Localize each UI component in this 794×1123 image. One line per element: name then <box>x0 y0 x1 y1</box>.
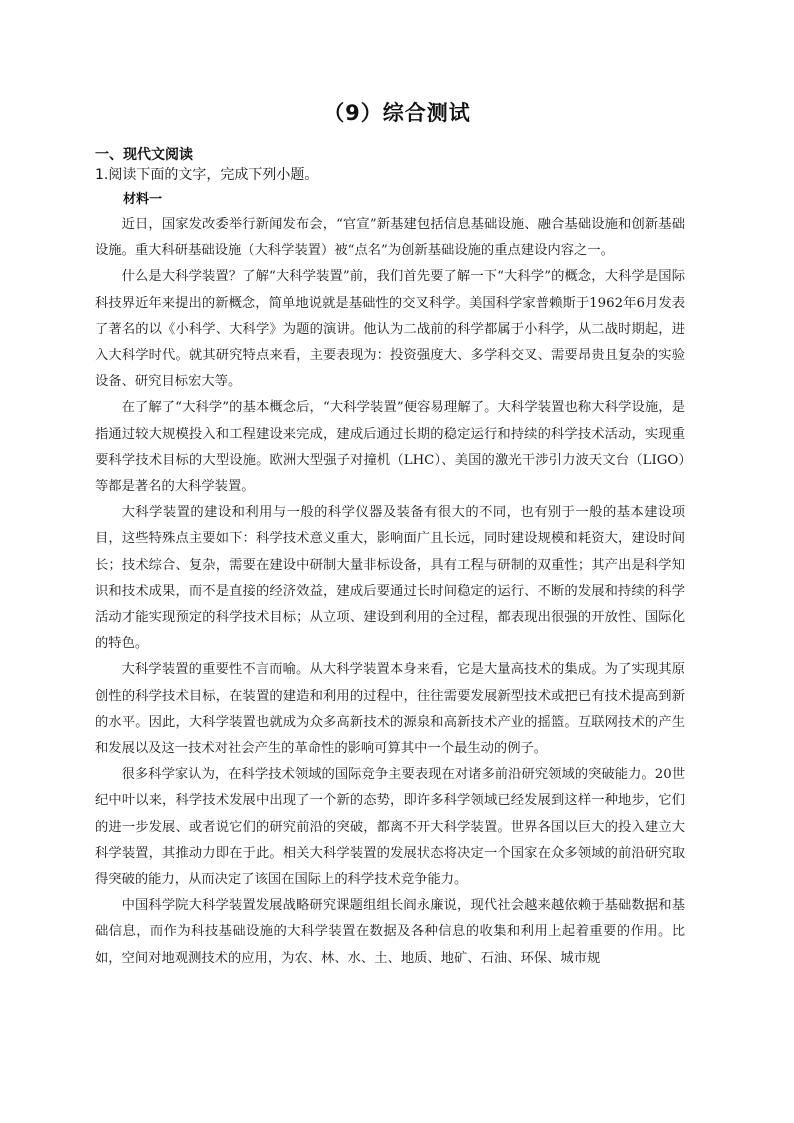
question-prompt: 1.阅读下面的文字，完成下列小题。 <box>95 167 319 183</box>
paragraph: 中国科学院大科学装置发展战略研究课题组组长阎永廉说，现代社会越来越依赖于基础数据和基础信息，而作为科技基础设施的大科学装置在数据及各种信息的收集和利用上起着重要的作用。比如，空间对地观测技术的应用，为农、林、水、土、地质、地矿、石油、环保、城市规 <box>95 898 685 966</box>
paragraph: 很多科学家认为，在科学技术领域的国际竞争主要表现在对诸多前沿研究领域的突破能力。20世纪中叶以来，科学技术发展中出现了一个新的态势，即许多科学领域已经发展到这样一种地步，它们的进一步发展、或者说它们的研究前沿的突破，都离不开大科学装置。世界各国以巨大的投入建立大科学装置，其推动力即在于此。相关大科学装置的发展状态将决定一个国家在众多领域的前沿研究取得突破的能力，从而决定了该国在国际上的科学技术竞争能力。 <box>95 767 685 888</box>
paragraph: 近日，国家发改委举行新闻发布会，“官宣”新基建包括信息基础设施、融合基础设施和创新基础设施。重大科研基础设施（大科学装置）被“点名”为创新基础设施的重点建设内容之一。 <box>95 217 685 259</box>
section-heading: 一、现代文阅读 <box>95 147 193 163</box>
paragraph: 大科学装置的建设和利用与一般的科学仪器及装备有很大的不同，也有别于一般的基本建设项目，这些特殊点主要如下：科学技术意义重大，影响面广且长远，同时建设规模和耗资大，建设时间长；技术综合、复杂，需要在建设中研制大量非标设备，具有工程与研制的双重性；其产出是科学知识和技术成果，而不是直接的经济效益，建成后要通过长时间稳定的运行、不断的发展和持续的科学活动才能实现预定的科学技术目标；从立项、建设到利用的全过程，都表现出很强的开放性、国际化的特色。 <box>95 505 685 652</box>
paragraph: 大科学装置的重要性不言而喻。从大科学装置本身来看，它是大量高技术的集成。为了实现其原创性的科学技术目标，在装置的建造和利用的过程中，往往需要发展新型技术或把已有技术提高到新的水平。因此，大科学装置也就成为众多高新技术的源泉和高新技术产业的摇篮。互联网技术的产生和发展以及这一技术对社会产生的革命性的影响可算其中一个最生动的例子。 <box>95 662 685 757</box>
paragraph: 在了解了“大科学”的基本概念后，“大科学装置”便容易理解了。大科学装置也称大科学设施，是指通过较大规模投入和工程建设来完成，建成后通过长期的稳定运行和持续的科学技术活动，实现重要科学技术目标的大型设施。欧洲大型强子对撞机（LHC）、美国的激光干涉引力波天文台（LIGO）等都是著名的大科学装置。 <box>95 400 685 495</box>
paragraph: 什么是大科学装置？了解“大科学装置”前，我们首先要了解一下“大科学”的概念，大科学是国际科技界近年来提出的新概念，简单地说就是基础性的交叉科学。美国科学家普赖斯于1962年6月发表了著名的以《小科学、大科学》为题的演讲。他认为二战前的科学都属于小科学，从二战时期起，进入大科学时代。就其研究特点来看，主要表现为：投资强度大、多学科交叉、需要昂贵且复杂的实验设备、研究目标宏大等。 <box>95 269 685 390</box>
material-label: 材料一 <box>123 192 163 207</box>
page-title: （9）综合测试 <box>323 101 471 125</box>
article-body <box>95 212 685 972</box>
